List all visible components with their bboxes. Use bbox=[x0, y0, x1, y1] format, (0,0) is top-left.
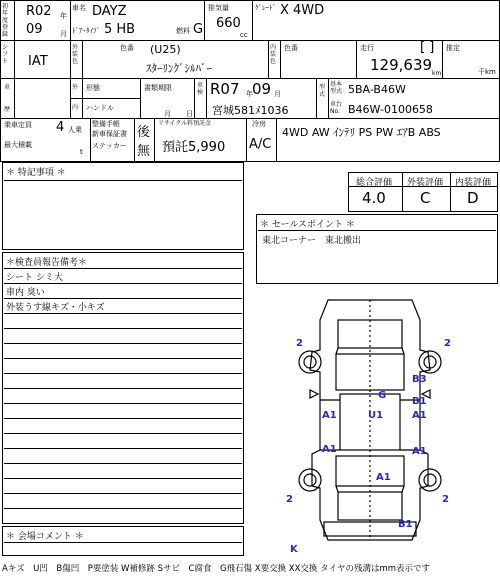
inspection-month-suffix: 月 bbox=[274, 90, 281, 98]
inspector-line-2: 車内 臭い bbox=[6, 288, 45, 298]
damage-mark-b1-right: B1 bbox=[412, 396, 427, 407]
inspection-year-suffix: 年 bbox=[246, 90, 253, 98]
out-label: 外 bbox=[72, 84, 79, 91]
handle-label: ハンドル bbox=[86, 104, 114, 112]
reg-month: 09 bbox=[26, 22, 43, 37]
inspection-year: R07 bbox=[210, 80, 240, 98]
inspector-notes-title: ＊検査員報告備考＊ bbox=[6, 258, 88, 268]
inspection-label: 車検 bbox=[197, 82, 204, 96]
interior-label: 内装評価 bbox=[455, 178, 492, 188]
reg-year: R02 bbox=[26, 4, 52, 19]
mu-mark: 無 bbox=[137, 144, 151, 159]
equipment: 4WD AW ｲﾝﾃﾘ PS PW ｴｱB ABS bbox=[282, 126, 441, 139]
grade: X 4WD bbox=[280, 3, 325, 18]
damage-mark-b1-rear: B1 bbox=[398, 519, 413, 530]
km-unit-label: 千km bbox=[478, 68, 496, 76]
legend: Aキズ U凹 B傷凹 P要塗装 W補修跡 Sサビ C腐食 G飛石傷 X要交換 XX交換 タイヤの残溝はmm表示です bbox=[2, 564, 431, 574]
cooling-label: 冷房 bbox=[252, 120, 266, 128]
interior-score: D bbox=[467, 189, 479, 207]
first-reg-label: 初年度登録 bbox=[2, 3, 9, 38]
category-label: 型式 bbox=[319, 84, 326, 98]
car-damage-diagram bbox=[280, 290, 460, 555]
doc-exp-label: 書類期限 bbox=[144, 84, 172, 92]
mileage-label: 走行 bbox=[360, 44, 374, 52]
form-label: 形態 bbox=[86, 84, 100, 92]
interior-color-label: 内装色 bbox=[270, 44, 277, 65]
recycle-label: リサイクル料預託金 bbox=[158, 120, 212, 127]
shift-label: シフト bbox=[2, 44, 9, 65]
person-label: 人乗 bbox=[68, 126, 82, 134]
shift: IAT bbox=[28, 54, 48, 69]
in-label: 内 bbox=[72, 104, 79, 111]
chassis-label: 車台No. bbox=[330, 101, 343, 115]
damage-mark-a1-left-lower: A1 bbox=[322, 444, 337, 455]
damage-mark-a1-rear-center: A1 bbox=[376, 472, 391, 483]
car-name-label: 車名 bbox=[72, 4, 86, 12]
cooling: A/C bbox=[249, 137, 272, 152]
damage-mark-a1-right: A1 bbox=[412, 410, 427, 421]
damage-mark-a1-rear-right: A1 bbox=[412, 446, 427, 457]
car-name: DAYZ bbox=[92, 4, 127, 19]
inspector-line-3: 外装うす線キズ・小キズ bbox=[6, 303, 105, 313]
exterior-score: C bbox=[420, 189, 431, 207]
overall-label: 総合評価 bbox=[356, 178, 393, 188]
damage-mark-k: K bbox=[290, 544, 298, 555]
damage-mark-a1-left-upper: A1 bbox=[322, 410, 337, 421]
mileage: 129,639 bbox=[370, 56, 433, 74]
doc-month-label: 月 bbox=[164, 110, 171, 118]
ato-mark: 後 bbox=[137, 125, 151, 140]
exterior-color-label: 外装色 bbox=[72, 44, 79, 65]
new-car-warranty-label: 新車保証書 bbox=[92, 130, 127, 138]
damage-mark-g: G bbox=[378, 390, 387, 401]
damage-mark-2-rear-right: 2 bbox=[442, 494, 449, 505]
color-code: (U25) bbox=[150, 43, 181, 56]
cc-label: cc bbox=[240, 31, 248, 39]
displacement-label: 排気量 bbox=[208, 4, 229, 12]
mileage-bracket: [ ] bbox=[420, 40, 435, 55]
damage-mark-b3: B3 bbox=[412, 374, 427, 385]
sales-point-title: ＊ セールスポイント ＊ bbox=[260, 220, 355, 230]
history-label: 歴 bbox=[4, 106, 11, 113]
t-label: t bbox=[80, 148, 83, 156]
sticker-label: ステッカー bbox=[92, 142, 127, 150]
color-name: ｽﾀｰﾘﾝｸﾞｼﾙﾊﾞｰ bbox=[146, 62, 212, 75]
displacement: 660 bbox=[216, 16, 241, 31]
overall-score: 4.0 bbox=[362, 189, 386, 207]
color-code-label: 色番 bbox=[284, 44, 298, 52]
damage-mark-2-front-left: 2 bbox=[296, 338, 303, 349]
damage-mark-2-front-right: 2 bbox=[444, 338, 451, 349]
chassis-no: B46W-0100658 bbox=[348, 103, 433, 116]
inspection-month: 09 bbox=[252, 80, 272, 98]
exterior-label: 外装評価 bbox=[407, 178, 444, 188]
km-label: km bbox=[432, 70, 442, 77]
damage-mark-u1: U1 bbox=[368, 410, 384, 421]
venue-comment-title: ＊ 会場コメント ＊ bbox=[6, 532, 84, 542]
recycle: 預託5,990 bbox=[162, 140, 226, 155]
damage-mark-2-rear-left: 2 bbox=[286, 494, 293, 505]
sales-point-text: 東北コーナー 東北搬出 bbox=[262, 236, 362, 246]
door-type-label: ﾄﾞｱ･ﾀｲﾌﾟ bbox=[72, 27, 100, 35]
month-suffix: 月 bbox=[60, 30, 67, 38]
color-label: 色番 bbox=[120, 44, 134, 52]
grade-label: ｸﾞﾚｰﾄﾞ bbox=[255, 4, 276, 12]
capacity-label: 乗車定員 bbox=[4, 121, 32, 129]
model-code: 5BA-B46W bbox=[348, 83, 406, 96]
warranty-label: 整備手帳 bbox=[92, 120, 120, 128]
capacity: 4 bbox=[56, 120, 65, 135]
certified-label: 推定 bbox=[446, 44, 460, 52]
special-notes-title: ＊ 特記事項 ＊ bbox=[6, 168, 66, 178]
doc-day-label: 日 bbox=[186, 110, 193, 118]
model-label: 基本型式 bbox=[330, 81, 343, 95]
fuel-label: 燃料 bbox=[176, 27, 190, 35]
max-load-label: 最大積載 bbox=[4, 141, 32, 149]
vehicle-label: 車 bbox=[4, 84, 11, 91]
inspector-line-1: シート シミ大 bbox=[6, 273, 63, 283]
fuel: G bbox=[193, 22, 204, 37]
year-suffix: 年 bbox=[60, 12, 67, 20]
door-type: 5 HB bbox=[104, 22, 136, 37]
plate: 宮城581ﾒ1036 bbox=[212, 104, 289, 117]
